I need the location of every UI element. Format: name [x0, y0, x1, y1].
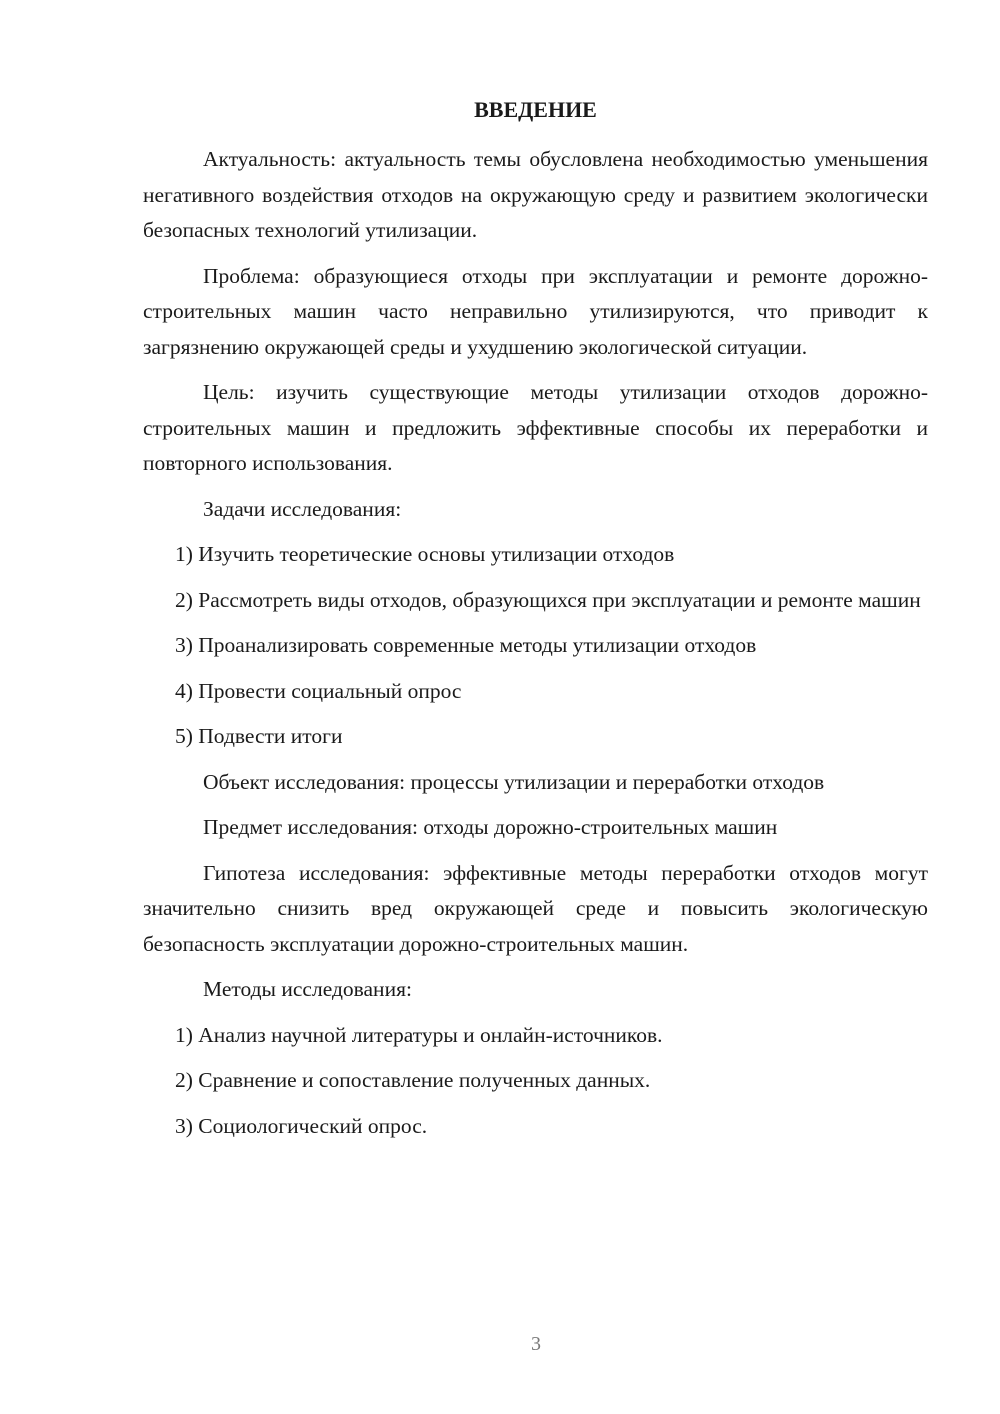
- hypothesis-paragraph: Гипотеза исследования: эффективные методы переработки отходов могут значительно снизить вред окружающей среде и повысить экологическую безопасность эксплуатации дорожно-строительных машин.: [143, 860, 928, 956]
- method-item-3: 3) Социологический опрос.: [175, 1113, 428, 1138]
- tasks-heading: Задачи исследования:: [203, 496, 402, 521]
- method-item-1: 1) Анализ научной литературы и онлайн-источников.: [175, 1022, 663, 1047]
- document-page: [143, 93, 928, 1154]
- task-item-4: 4) Провести социальный опрос: [175, 678, 462, 703]
- goal-paragraph: Цель: изучить существующие методы утилизации отходов дорожно-строительных машин и предложить эффективные способы их переработки и повторного использования.: [143, 380, 928, 475]
- method-item-2: 2) Сравнение и сопоставление полученных данных.: [175, 1068, 651, 1092]
- subject-paragraph: Предмет исследования: отходы дорожно-строительных машин: [203, 815, 778, 839]
- task-item-1: 1) Изучить теоретические основы утилизации отходов: [175, 542, 675, 566]
- page-number: 3: [531, 1333, 541, 1355]
- problem-paragraph: Проблема: образующиеся отходы при эксплуатации и ремонте дорожно-строительных машин часто неправильно утилизируются, что приводит к загрязнению окружающей среды и ухудшению экологической ситуации.: [143, 263, 928, 359]
- task-item-5: 5) Подвести итоги: [175, 724, 343, 748]
- relevance-paragraph: Актуальность: актуальность темы обусловлена необходимостью уменьшения негативного воздействия отходов на окружающую среду и развитием экологически безопасных технологий утилизации.: [143, 147, 928, 242]
- section-title: ВВЕДЕНИЕ: [474, 97, 597, 122]
- task-item-3: 3) Проанализировать современные методы утилизации отходов: [175, 633, 757, 657]
- object-paragraph: Объект исследования: процессы утилизации и переработки отходов: [203, 769, 825, 794]
- methods-heading: Методы исследования:: [203, 977, 412, 1001]
- task-item-2: 2) Рассмотреть виды отходов, образующихся при эксплуатации и ремонте машин: [175, 587, 921, 612]
